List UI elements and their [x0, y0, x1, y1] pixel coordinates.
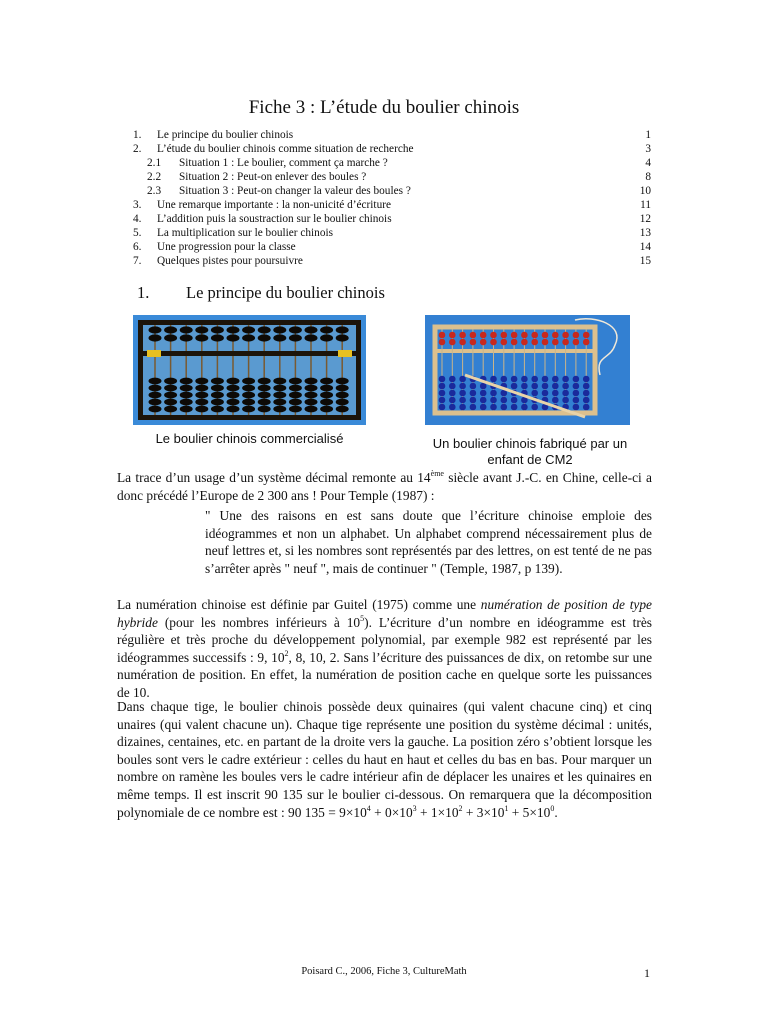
section-title: Le principe du boulier chinois — [186, 283, 385, 302]
toc-entry[interactable] — [0, 198, 768, 212]
toc-entry-label: Une progression pour la classe — [157, 241, 296, 253]
toc-entry-label: La multiplication sur le boulier chinois — [157, 227, 334, 239]
toc-entry-page: 13 — [639, 227, 651, 239]
toc-entry-page: 1 — [645, 129, 651, 141]
toc-entry-label: L’addition puis la soustraction sur le boulier chinois — [157, 213, 392, 225]
paragraph-intro: La trace d’un usage d’un système décimal remonte au 14ème siècle avant J.-C. en Chine, celle-ci a donc précédé l’Europe de 2 300 ans ! Pour Temple (1987) : — [117, 469, 652, 503]
paragraph-numeration: La numération chinoise est définie par Guitel (1975) comme une numération de position de type hybride (pour les nombres inférieurs à $10^5$). L’écriture d’un nombre en idéogramme est très régulière et très proche du développement polynomial, par exemple 982 est représenté par les idéogrammes successifs : 9, $10^2$, 8, 10, 2. Sans l’écriture des puissances de dix, on retombe sur une numération de position. En effet, la numération de position cache en quelque sorte les puissances de 10. — [117, 597, 653, 700]
toc-entry-page: 12 — [639, 213, 651, 225]
quote-temple: " Une des raisons en est sans doute que l’écriture chinoise emploie des idéogrammes et non un alphabet. Un alphabet comprend nécessairement plus de neuf lettres et, si les nombres sont représentés par des lettres, on est tenté de ne pas s’arrêter après " neuf ", mais de continuer " (Temple, 1987, p 139). — [205, 508, 652, 576]
page-footer: Poisard C., 2006, Fiche 3, CultureMath — [301, 966, 467, 977]
caption-right — [405, 436, 655, 468]
toc-entry[interactable] — [0, 184, 768, 198]
section-number: 1. — [137, 283, 150, 302]
toc-entry[interactable] — [0, 170, 768, 184]
toc-entry-number: 1. — [133, 129, 142, 141]
toc-entry-number: 5. — [133, 227, 142, 239]
toc-entry-label: Situation 1 : Le boulier, comment ça marche ? — [179, 157, 388, 169]
toc-entry-page: 4 — [645, 157, 651, 169]
caption-right-line2: enfant de CM2 — [487, 452, 573, 467]
toc-entry[interactable] — [0, 254, 768, 268]
toc-entry[interactable] — [0, 240, 768, 254]
toc-entry-label: Le principe du boulier chinois — [157, 129, 294, 141]
toc-entry-number: 2. — [133, 143, 142, 155]
toc-entry-label: Situation 3 : Peut-on changer la valeur des boules ? — [179, 185, 411, 197]
toc-entry-number: 3. — [133, 199, 142, 211]
toc-entry[interactable] — [0, 128, 768, 142]
toc-entry[interactable] — [0, 156, 768, 170]
toc-entry-page: 15 — [639, 255, 651, 267]
caption-right-line1: Un boulier chinois fabriqué par un — [432, 436, 628, 451]
toc-entry-page: 10 — [639, 185, 651, 197]
child-made-abacus-photo — [425, 315, 630, 425]
toc-entry-label: L’étude du boulier chinois comme situation de recherche — [157, 143, 414, 155]
toc-entry[interactable] — [0, 212, 768, 226]
toc-entry-number: 2.1 — [147, 157, 162, 169]
toc-entry-page: 8 — [645, 171, 651, 183]
toc-entry-page: 11 — [640, 199, 651, 211]
toc-entry-number: 6. — [133, 241, 142, 253]
toc-entry[interactable] — [0, 226, 768, 240]
toc-entry[interactable] — [0, 142, 768, 156]
section-heading — [0, 283, 768, 303]
toc-entry-number: 7. — [133, 255, 142, 267]
commercial-abacus-photo — [133, 315, 366, 425]
caption-left: Le boulier chinois commercialisé — [155, 431, 344, 446]
page-title: Fiche 3 : L’étude du boulier chinois — [248, 97, 520, 118]
paragraph-abacus-principle: Dans chaque tige, le boulier chinois possède deux quinaires (qui valent chacune cinq) et cinq unaires (qui valent chacune un). Chaque tige représente une position du système décimal : unités, dizaines, centaines, etc. en partant de la droite vers la gauche. La position zéro s’obtient lorsque les boules sont vers le cadre extérieur : celles du haut en haut et celles du bas en bas. Pour marquer un nombre on ramène les boules vers le cadre intérieur afin de déplacer les unaires et les quinaires en même temps. Il est inscrit 90 135 sur le boulier ci-dessous. On remarquera que la décomposition polynomiale de ce nombre est : 90 $135 = 9\times 10^4 + 0\times 10^3 + 1\times 10^2 + 3\times 10^1 + 5\times 10^0$. — [117, 699, 652, 820]
toc-entry-page: 3 — [645, 143, 651, 155]
toc-entry-page: 14 — [639, 241, 651, 253]
toc-entry-number: 4. — [133, 213, 142, 225]
toc-entry-label: Situation 2 : Peut-on enlever des boules ? — [179, 171, 367, 183]
page-number: 1 — [644, 966, 650, 980]
toc-entry-number: 2.3 — [147, 185, 162, 197]
toc-entry-number: 2.2 — [147, 171, 162, 183]
toc-entry-label: Une remarque importante : la non-unicité d’écriture — [157, 199, 391, 211]
toc-entry-label: Quelques pistes pour poursuivre — [157, 255, 303, 267]
